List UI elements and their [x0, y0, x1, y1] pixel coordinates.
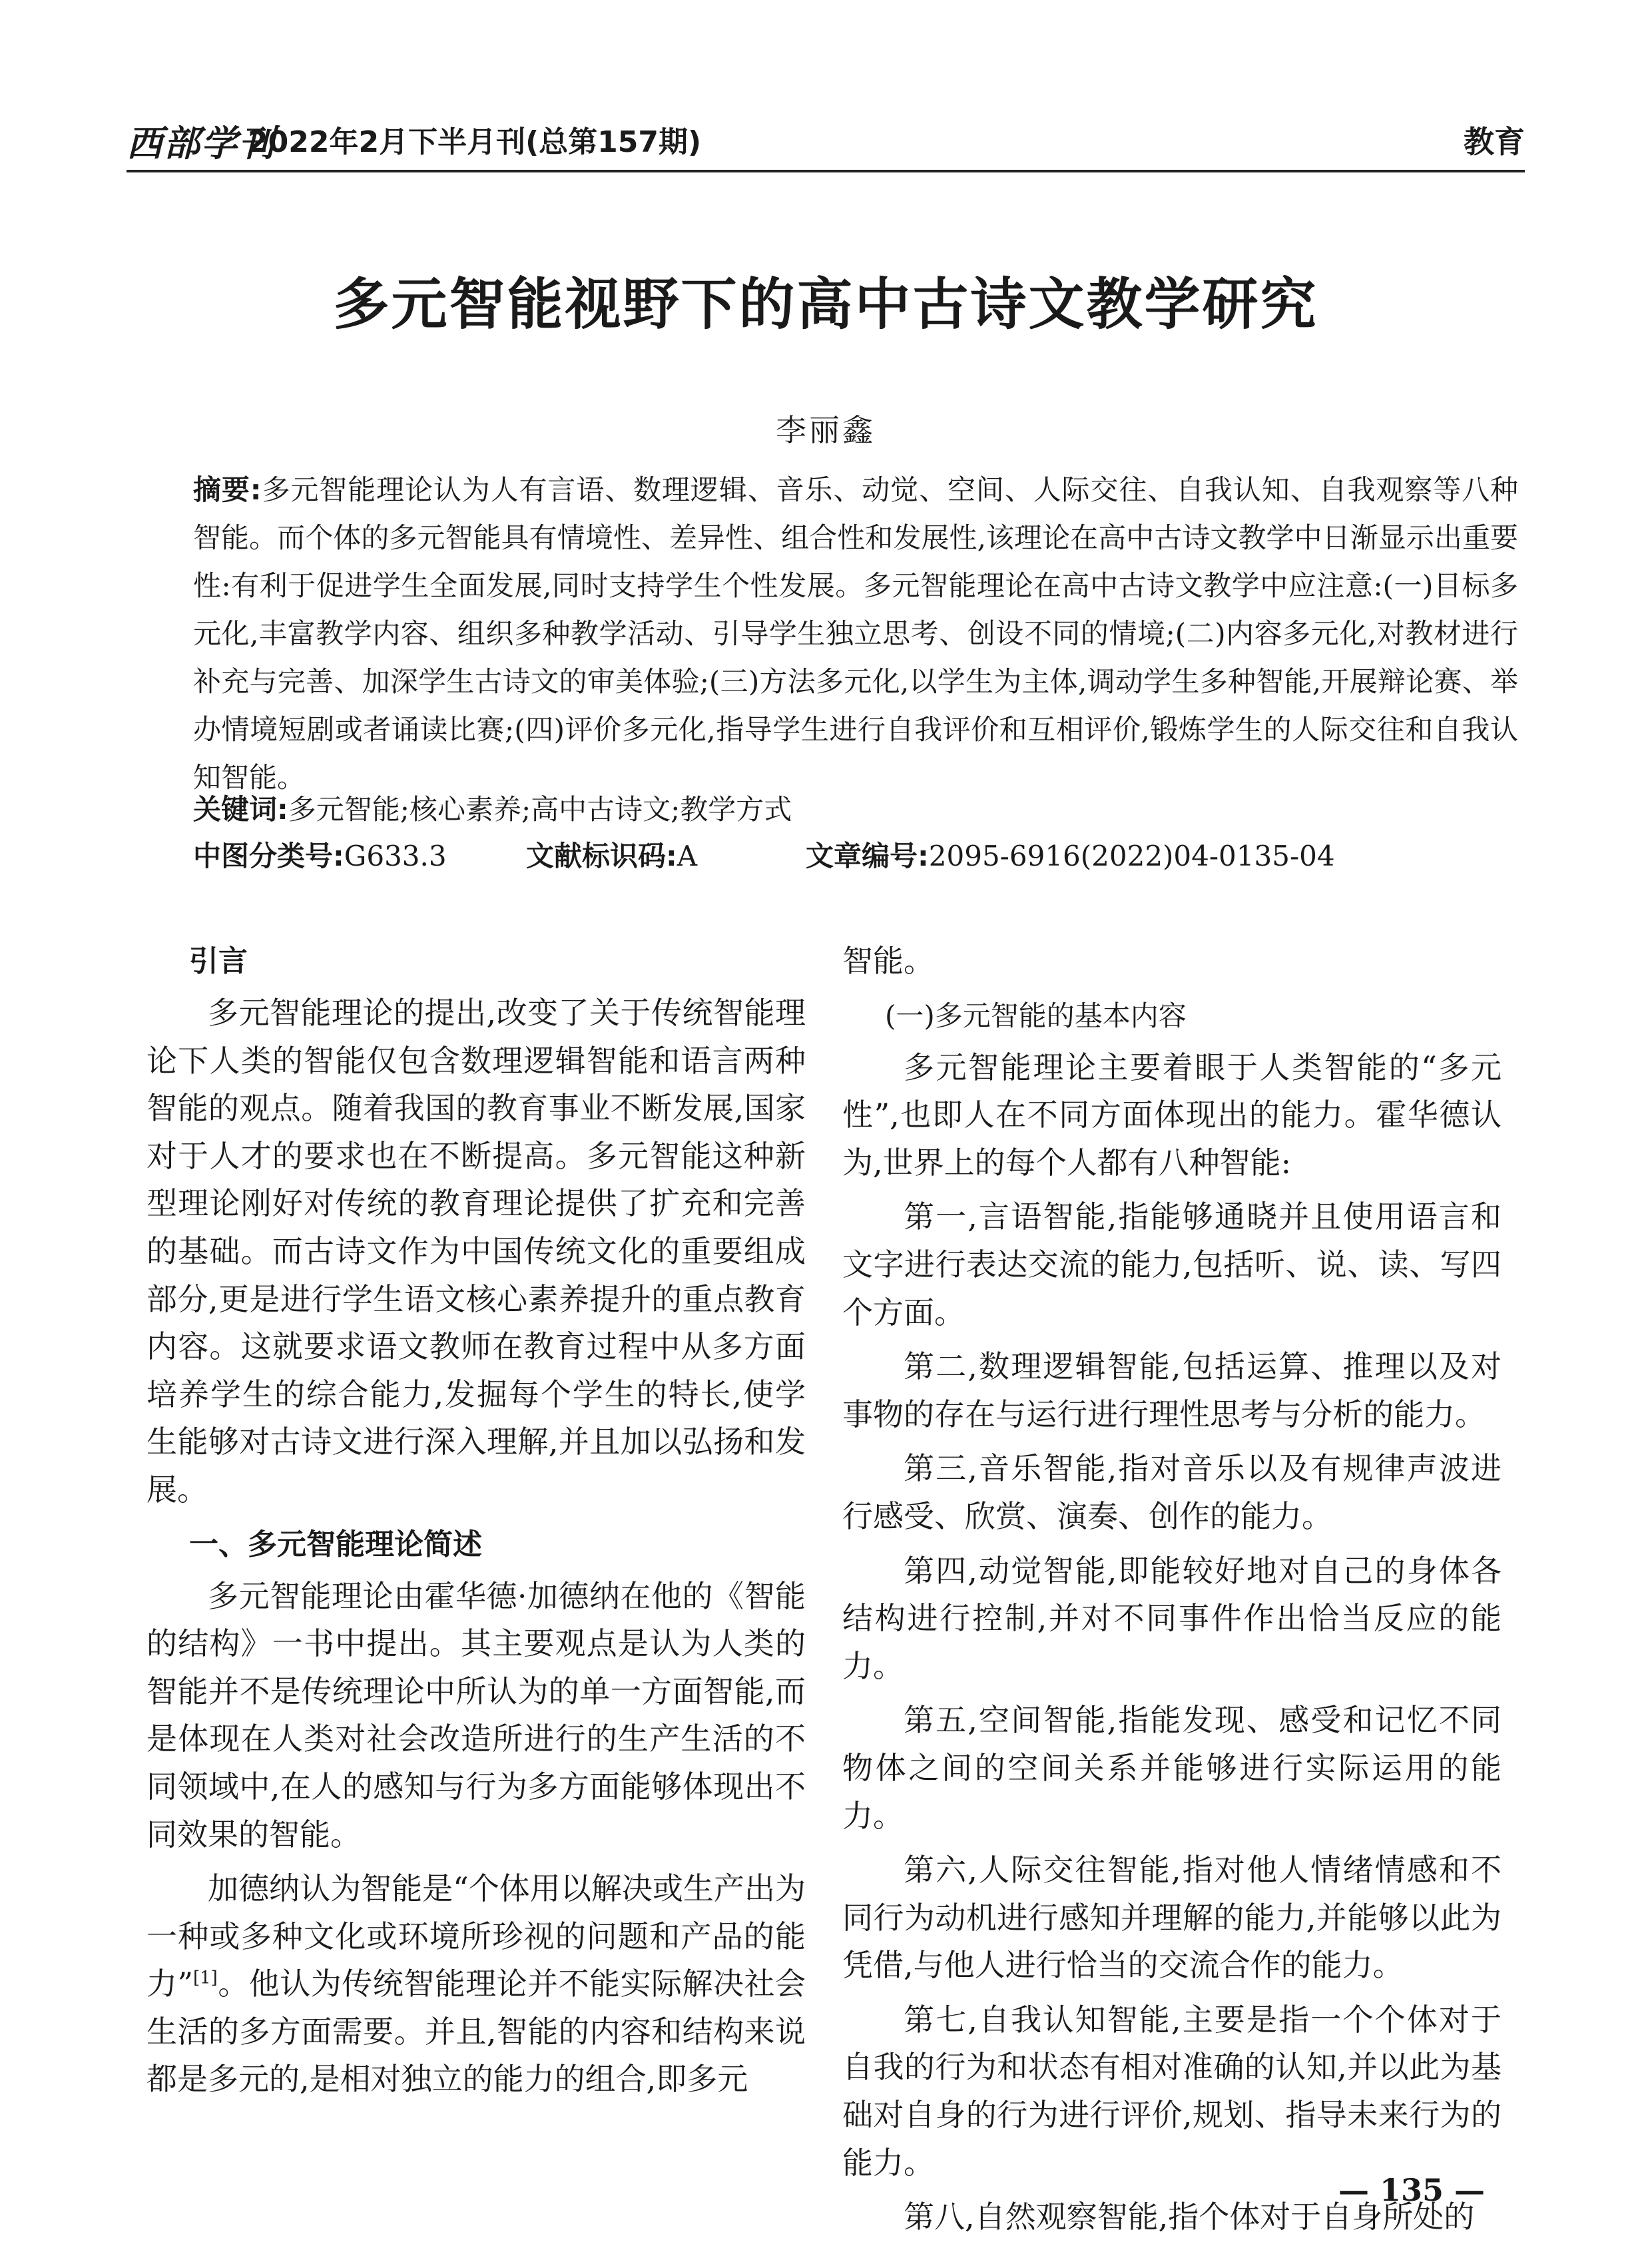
page-number: — 135 — [1338, 2172, 1486, 2208]
intelligence-4: 第四,动觉智能,即能较好地对自己的身体各结构进行控制,并对不同事件作出恰当反应的能力。 [842, 1552, 1502, 1684]
intelligence-1: 第一,言语智能,指能够通晓并且使用语言和文字进行表达交流的能力,包括听、说、读、写四个方面。 [842, 1199, 1502, 1330]
running-header [127, 110, 1525, 172]
intelligence-5: 第五,空间智能,指能发现、感受和记忆不同物体之间的空间关系并能够进行实际运用的能力。 [842, 1702, 1502, 1834]
continued-paragraph: 智能。 [842, 943, 934, 979]
journal-logo: 西部学刊 [127, 122, 276, 164]
abstract-label: 摘要: [193, 473, 262, 506]
keywords-text: 多元智能;核心素养;高中古诗文;教学方式 [288, 793, 792, 826]
left-column [146, 938, 806, 2110]
classification-line [193, 836, 1335, 876]
article-number-value: 2095-6916(2022)04-0135-04 [928, 840, 1335, 872]
section-label: 教育 [1464, 124, 1525, 160]
journal-issue: 2022年2月下半月刊(总第157期) [248, 125, 702, 159]
intelligence-8: 第八,自然观察智能,指个体对于自身所处的 [904, 2199, 1475, 2235]
clc-label: 中图分类号: [193, 840, 344, 872]
intelligence-2: 第二,数理逻辑智能,包括运算、推理以及对事物的存在与运行进行理性思考与分析的能力。 [842, 1348, 1502, 1432]
intro-paragraph: 多元智能理论的提出,改变了关于传统智能理论下人类的智能仅包含数理逻辑智能和语言两种智能的观点。随着我国的教育事业不断发展,国家对于人才的要求也在不断提高。多元智能这种新型理论刚好对传统的教育理论提供了扩充和完善的基础。而古诗文作为中国传统文化的重要组成部分,更是进行学生语文核心素养提升的重点教育内容。这就要求语文教师在教育过程中从多方面培养学生的综合能力,发掘每个学生的特长,使学生能够对古诗文进行深入理解,并且加以弘扬和发展。 [146, 995, 806, 1508]
doc-code-label: 文献标识码: [526, 840, 677, 872]
abstract [193, 466, 1518, 802]
keywords-label: 关键词: [193, 793, 288, 826]
article-number-label: 文章编号: [806, 840, 929, 872]
intelligence-6: 第六,人际交往智能,指对他人情绪情感和不同行为动机进行感知并理解的能力,并能够以此为凭借,与他人进行恰当的交流合作的能力。 [842, 1852, 1502, 1984]
clc-value: G633.3 [344, 840, 447, 872]
author-name: 李丽鑫 [776, 412, 876, 448]
intelligence-7: 第七,自我认知智能,主要是指一个个体对于自我的行为和状态有相对准确的认知,并以此为基础对自身的行为进行评价,规划、指导未来行为的能力。 [842, 2001, 1502, 2181]
section1-paragraph-2: 加德纳认为智能是“个体用以解决或生产出为一种或多种文化或环境所珍视的问题和产品的能力”[1]。他认为传统智能理论并不能实际解决社会生活的多方面需要。并且,智能的内容和结构来说都是多元的,是相对独立的能力的组合,即多元 [146, 1870, 806, 2098]
keywords [193, 790, 792, 830]
citation-1: [1] [193, 1968, 218, 1988]
abstract-text: 多元智能理论认为人有言语、数理逻辑、音乐、动觉、空间、人际交往、自我认知、自我观察等八种智能。而个体的多元智能具有情境性、差异性、组合性和发展性,该理论在高中古诗文教学中日渐显示出重要性:有利于促进学生全面发展,同时支持学生个性发展。多元智能理论在高中古诗文教学中应注意:(一)目标多元化,丰富教学内容、组织多种教学活动、引导学生独立思考、创设不同的情境;(二)内容多元化,对教材进行补充与完善、加深学生古诗文的审美体验;(三)方法多元化,以学生为主体,调动学生多种智能,开展辩论赛、举办情境短剧或者诵读比赛;(四)评价多元化,指导学生进行自我评价和互相评价,锻炼学生的人际交往和自我认知智能。 [193, 473, 1518, 794]
subsection-heading: (一)多元智能的基本内容 [885, 999, 1187, 1032]
intro-heading: 引言 [189, 944, 248, 978]
right-column [842, 938, 1502, 2248]
section1-heading: 一、多元智能理论简述 [189, 1527, 482, 1561]
section1-paragraph-1: 多元智能理论由霍华德·加德纳在他的《智能的结构》一书中提出。其主要观点是认为人类的智能并不是传统理论中所认为的单一方面智能,而是体现在人类对社会改造所进行的生产生活的不同领域中,在人的感知与行为多方面能够体现出不同效果的智能。 [146, 1577, 806, 1852]
doc-code-value: A [677, 840, 698, 872]
intelligence-3: 第三,音乐智能,指对音乐以及有规律声波进行感受、欣赏、演奏、创作的能力。 [842, 1450, 1502, 1534]
article-title: 多元智能视野下的高中古诗文教学研究 [333, 272, 1318, 337]
paragraph: 多元智能理论主要着眼于人类智能的“多元性”,也即人在不同方面体现出的能力。霍华德认为,世界上的每个人都有八种智能: [842, 1049, 1502, 1181]
